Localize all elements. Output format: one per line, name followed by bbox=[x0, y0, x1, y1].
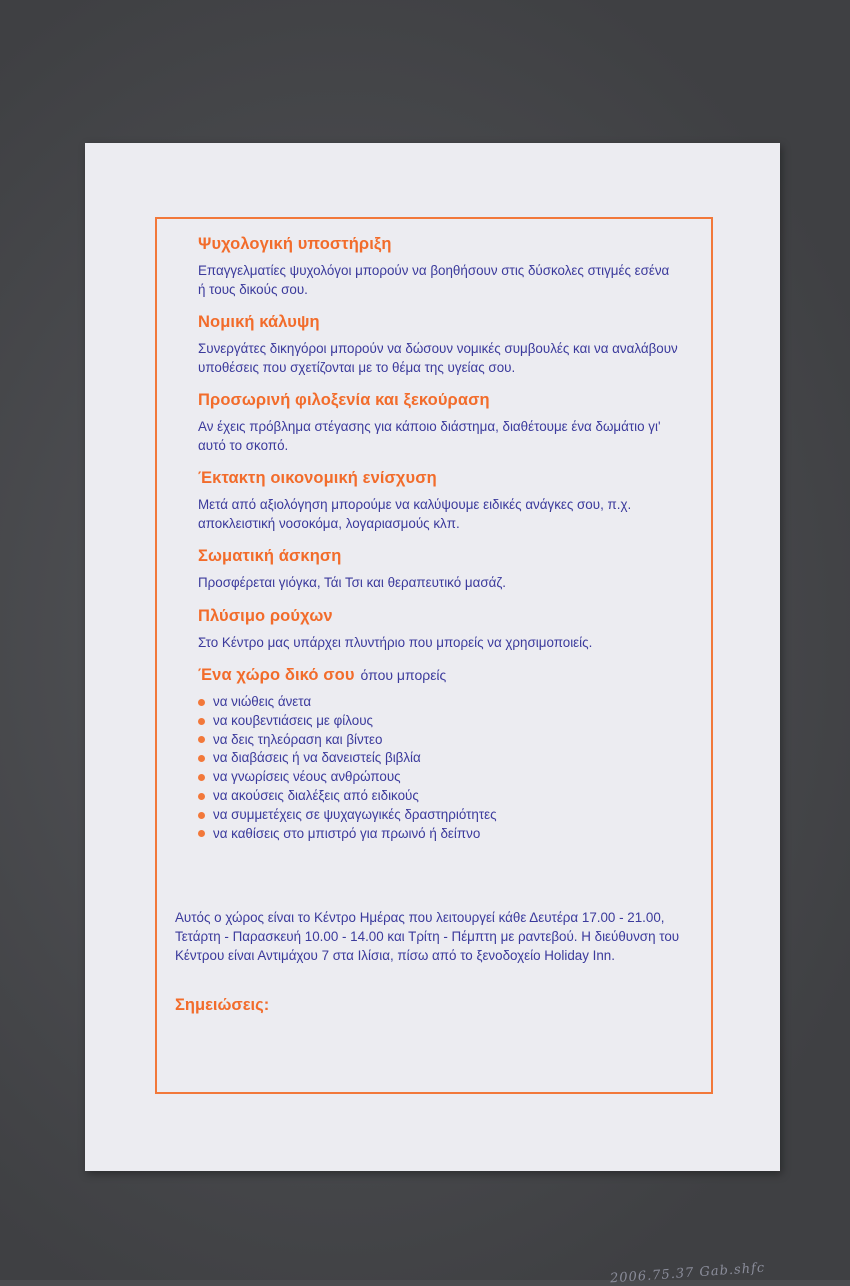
bullet-icon bbox=[198, 699, 205, 706]
handwritten-inventory-note: 2006.75.37 Gab.shfc bbox=[609, 1260, 766, 1286]
own-space-heading bbox=[198, 666, 678, 685]
section-psychological-support bbox=[198, 235, 678, 299]
list-item: να γνωρίσεις νέους ανθρώπους bbox=[198, 768, 678, 787]
list-item: να συμμετέχεις σε ψυχαγωγικές δραστηριότητες bbox=[198, 806, 678, 825]
section-financial-support bbox=[198, 469, 678, 533]
section-laundry bbox=[198, 607, 678, 653]
section-title: Προσωρινή φιλοξενία και ξεκούραση bbox=[198, 391, 490, 409]
list-item: να καθίσεις στο μπιστρό για πρωινό ή δείπνο bbox=[198, 825, 678, 844]
bullet-icon bbox=[198, 736, 205, 743]
section-physical-exercise bbox=[198, 547, 678, 593]
section-body: Συνεργάτες δικηγόροι μπορούν να δώσουν νομικές συμβουλές και να αναλάβουν υποθέσεις που σχετίζονται με το θέμα της υγείας σου. bbox=[198, 341, 678, 375]
section-body: Στο Κέντρο μας υπάρχει πλυντήριο που μπορείς να χρησιμοποιείς. bbox=[198, 634, 593, 650]
section-body: Προσφέρεται γιόγκα, Τάι Τσι και θεραπευτικό μασάζ. bbox=[198, 575, 506, 590]
list-item: να κουβεντιάσεις με φίλους bbox=[198, 712, 678, 731]
bullet-icon bbox=[198, 793, 205, 800]
list-item: να ακούσεις διαλέξεις από ειδικούς bbox=[198, 787, 678, 806]
section-title: Έκτακτη οικονομική ενίσχυση bbox=[198, 469, 437, 487]
section-title: Νομική κάλυψη bbox=[198, 313, 320, 331]
own-space-list bbox=[198, 693, 678, 843]
section-title: Ψυχολογική υποστήριξη bbox=[198, 235, 392, 253]
opening-hours-paragraph: Αυτός ο χώρος είναι το Κέντρο Ημέρας που λειτουργεί κάθε Δευτέρα 17.00 - 21.00, Τετάρτη - Παρασκευή 10.00 - 14.00 και Τρίτη - Πέμπτη με ραντεβού. Η διεύθυνση του Κέντρου είναι Αντιμάχου 7 στα Ιλίσια, πίσω από το ξενοδοχείο Holiday Inn. bbox=[175, 910, 680, 963]
bullet-icon bbox=[198, 774, 205, 781]
section-body: Επαγγελματίες ψυχολόγοι μπορούν να βοηθήσουν στις δύσκολες στιγμές εσένα ή τους δικούς σου. bbox=[198, 263, 670, 297]
leaflet-content bbox=[198, 235, 678, 861]
list-item: να νιώθεις άνετα bbox=[198, 693, 678, 712]
section-title: Σωματική άσκηση bbox=[198, 547, 342, 565]
section-temporary-hosting bbox=[198, 391, 678, 455]
bullet-icon bbox=[198, 830, 205, 837]
list-item: να δεις τηλεόραση και βίντεο bbox=[198, 731, 678, 750]
section-own-space bbox=[198, 666, 678, 843]
leaflet-page bbox=[85, 143, 780, 1286]
section-title-suffix: όπου μπορείς bbox=[360, 667, 447, 683]
bullet-icon bbox=[198, 812, 205, 819]
section-legal-coverage bbox=[198, 313, 678, 377]
section-title: Ένα χώρο δικό σου bbox=[198, 666, 355, 684]
section-body: Αν έχεις πρόβλημα στέγασης για κάποιο διάστημα, διαθέτουμε ένα δωμάτιο γι' αυτό το σκοπό. bbox=[198, 419, 661, 453]
notes-label: Σημειώσεις: bbox=[175, 996, 270, 1014]
bullet-icon bbox=[198, 755, 205, 762]
section-body: Μετά από αξιολόγηση μπορούμε να καλύψουμε ειδικές ανάγκες σου, π.χ. αποκλειστική νοσοκόμα, λογαριασμούς κλπ. bbox=[198, 497, 632, 531]
bullet-icon bbox=[198, 718, 205, 725]
section-title: Πλύσιμο ρούχων bbox=[198, 606, 333, 625]
list-item: να διαβάσεις ή να δανειστείς βιβλία bbox=[198, 749, 678, 768]
